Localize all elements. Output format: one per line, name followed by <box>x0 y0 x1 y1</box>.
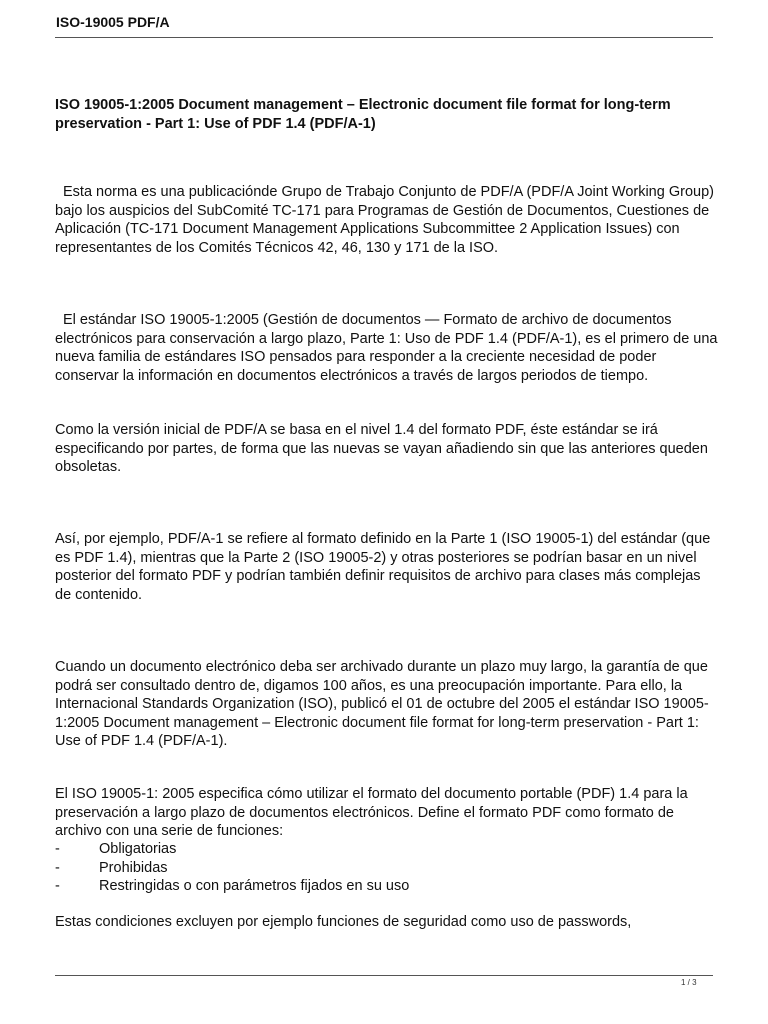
paragraph-5: Cuando un documento electrónico deba ser archivado durante un plazo muy largo, la garantía de que podrá ser consultado dentro de, digamos 100 años, es una preocupación importante. Para ello, la Internacional Standards Organization (ISO), publicó el 01 de octubre del 2005 el estándar ISO 19005-1:2005 Document management – Electronic document file format for long-term preservation - Part 1: Use of PDF 1.4 (PDF/A-1). <box>55 659 709 750</box>
list-marker: - <box>55 859 60 876</box>
paragraph-7: Estas condiciones excluyen por ejemplo funciones de seguridad como uso de passwords, <box>55 914 632 930</box>
page-header-title: ISO-19005 PDF/A <box>56 14 170 30</box>
list-marker: - <box>55 841 60 857</box>
list-marker: - <box>55 878 60 895</box>
paragraph-3: Como la versión inicial de PDF/A se basa en el nivel 1.4 del formato PDF, éste estándar se irá especificando por partes, de forma que las nuevas se vayan añadiendo sin que las anteriores queden obsoletas. <box>55 422 708 476</box>
list-item-text: Obligatorias <box>99 841 177 857</box>
footer-rule <box>55 975 713 976</box>
paragraph-2-text: El estándar ISO 19005-1:2005 (Gestión de documentos — Formato de archivo de documentos electrónicos para conservación a largo plazo, Parte 1: Uso de PDF 1.4 (PDF/A-1), es el primero de una nueva familia de estándares ISO pensados para responder a la creciente necesidad de poder conservar la información en documentos electrónicos a través de largos periodos de tiempo. <box>55 312 718 384</box>
paragraph-1-text: Esta norma es una publicaciónde Grupo de Trabajo Conjunto de PDF/A (PDF/A Joint Working Group) bajo los auspicios del SubComité TC-171 para Programas de Gestión de Documentos, Cuestiones de Aplicación (TC-171 Document Management Applications Subcommittee 2 Application Issues) con representantes de los Comités Técnicos 42, 46, 130 y 171 de la ISO. <box>55 184 714 256</box>
paragraph-6: El ISO 19005-1: 2005 especifica cómo utilizar el formato del documento portable (PDF) 1.4 para la preservación a largo plazo de documentos electrónicos. Define el formato PDF como formato de archivo con una serie de funciones: <box>55 786 688 840</box>
paragraph-4: Así, por ejemplo, PDF/A-1 se refiere al formato definido en la Parte 1 (ISO 19005-1) del estándar (que es PDF 1.4), mientras que la Parte 2 (ISO 19005-2) y otras posteriores se podrían basar en un nivel posterior del formato PDF y podrían también definir requisitos de archivo para clases más complejas de contenido. <box>55 531 711 603</box>
list-item <box>55 859 409 878</box>
list-item-text: Prohibidas <box>99 859 168 876</box>
paragraph-1 <box>55 183 720 257</box>
header-rule <box>55 37 713 38</box>
page-number: 1 / 3 <box>681 978 697 987</box>
function-list <box>55 840 409 896</box>
list-item-text: Restringidas o con parámetros fijados en su uso <box>99 878 410 895</box>
document-title: ISO 19005-1:2005 Document management – Electronic document file format for long-term preservation - Part 1: Use of PDF 1.4 (PDF/A-1) <box>55 97 671 132</box>
list-item <box>55 840 409 859</box>
paragraph-2 <box>55 311 720 385</box>
list-item <box>55 877 409 896</box>
